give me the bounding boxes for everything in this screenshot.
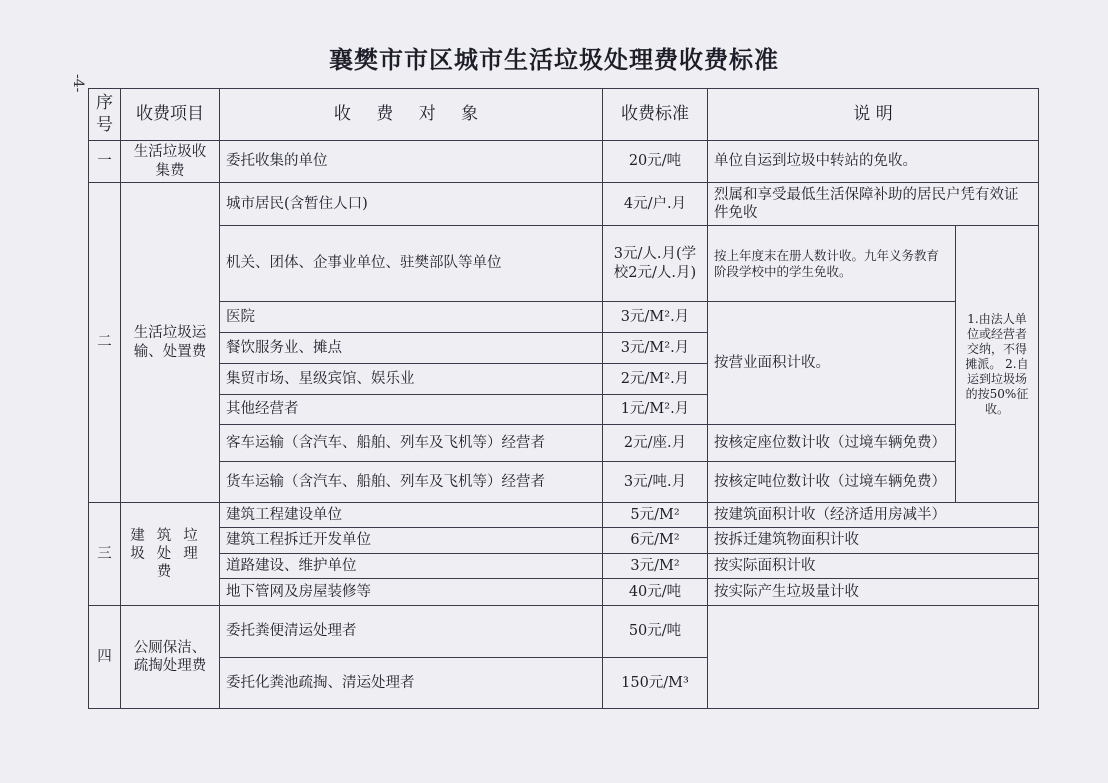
item-cell: 公厕保洁、疏掏处理费: [121, 606, 220, 709]
target-cell: 委托粪便清运处理者: [220, 606, 603, 658]
table-row: [89, 226, 1039, 302]
seq-cell: 三: [89, 503, 121, 606]
note-cell: 按建筑面积计收（经济适用房减半）: [708, 503, 1039, 528]
target-cell: 道路建设、维护单位: [220, 554, 603, 579]
target-cell: 城市居民(含暂住人口): [220, 183, 603, 226]
page-number: -4-: [70, 74, 86, 93]
standard-cell: 3元/吨.月: [603, 462, 708, 503]
header-seq: 序号: [89, 89, 121, 141]
note-cell-empty: [708, 606, 1039, 709]
table-row: [89, 554, 1039, 579]
standard-cell: 2元/M².月: [603, 364, 708, 395]
note-cell: 烈属和享受最低生活保障补助的居民户凭有效证件免收: [708, 183, 1039, 226]
target-cell: 地下管网及房屋装修等: [220, 579, 603, 606]
target-cell: 客车运输（含汽车、船舶、列车及飞机等）经营者: [220, 425, 603, 462]
side-note-cell: 1.由法人单位或经营者交纳，不得摊派。 2.自运到垃圾场的按50%征收。: [956, 226, 1039, 503]
target-cell: 餐饮服务业、摊点: [220, 333, 603, 364]
target-cell: 委托收集的单位: [220, 141, 603, 183]
table-row: [89, 183, 1039, 226]
standard-cell: 3元/M²: [603, 554, 708, 579]
page-title: 襄樊市市区城市生活垃圾处理费收费标准: [329, 45, 779, 74]
standard-cell: 3元/M².月: [603, 333, 708, 364]
table-row: [89, 425, 1039, 462]
item-cell: 生活垃圾运输、处置费: [121, 183, 220, 503]
standard-cell: 20元/吨: [603, 141, 708, 183]
target-cell: 建筑工程拆迁开发单位: [220, 528, 603, 554]
table-row: [89, 141, 1039, 183]
fee-standard-table: [88, 88, 1039, 709]
standard-cell: 1元/M².月: [603, 395, 708, 425]
note-cell: 按拆迁建筑物面积计收: [708, 528, 1039, 554]
target-cell: 建筑工程建设单位: [220, 503, 603, 528]
standard-cell: 150元/M³: [603, 658, 708, 709]
target-cell: 委托化粪池疏掏、清运处理者: [220, 658, 603, 709]
table-row: [89, 528, 1039, 554]
standard-cell: 40元/吨: [603, 579, 708, 606]
standard-cell: 6元/M²: [603, 528, 708, 554]
table-row: [89, 462, 1039, 503]
standard-cell: 2元/座.月: [603, 425, 708, 462]
item-cell: 生活垃圾收集费: [121, 141, 220, 183]
table-header-row: [89, 89, 1039, 141]
note-cell: 按核定吨位数计收（过境车辆免费）: [708, 462, 956, 503]
note-cell: 按实际产生垃圾量计收: [708, 579, 1039, 606]
table-row: [89, 606, 1039, 658]
seq-cell: 二: [89, 183, 121, 503]
target-cell: 货车运输（含汽车、船舶、列车及飞机等）经营者: [220, 462, 603, 503]
header-note: 说 明: [708, 89, 1039, 141]
header-item: 收费项目: [121, 89, 220, 141]
target-cell: 集贸市场、星级宾馆、娱乐业: [220, 364, 603, 395]
target-cell: 机关、团体、企事业单位、驻樊部队等单位: [220, 226, 603, 302]
standard-cell: 5元/M²: [603, 503, 708, 528]
standard-cell: 3元/人.月(学校2元/人.月): [603, 226, 708, 302]
table-row: [89, 503, 1039, 528]
item-cell: 建筑垃圾处理费: [121, 503, 220, 606]
standard-cell: 50元/吨: [603, 606, 708, 658]
note-cell: 按核定座位数计收（过境车辆免费）: [708, 425, 956, 462]
note-cell: 单位自运到垃圾中转站的免收。: [708, 141, 1039, 183]
table-row: [89, 579, 1039, 606]
seq-cell: 一: [89, 141, 121, 183]
note-cell: 按实际面积计收: [708, 554, 1039, 579]
target-cell: 其他经营者: [220, 395, 603, 425]
note-cell: 按上年度末在册人数计收。九年义务教育阶段学校中的学生免收。: [708, 226, 956, 302]
seq-cell: 四: [89, 606, 121, 709]
header-standard: 收费标准: [603, 89, 708, 141]
standard-cell: 4元/户.月: [603, 183, 708, 226]
table-row: [89, 302, 1039, 333]
note-cell: 按营业面积计收。: [708, 302, 956, 425]
header-target: 收 费 对 象: [220, 89, 603, 141]
standard-cell: 3元/M².月: [603, 302, 708, 333]
target-cell: 医院: [220, 302, 603, 333]
